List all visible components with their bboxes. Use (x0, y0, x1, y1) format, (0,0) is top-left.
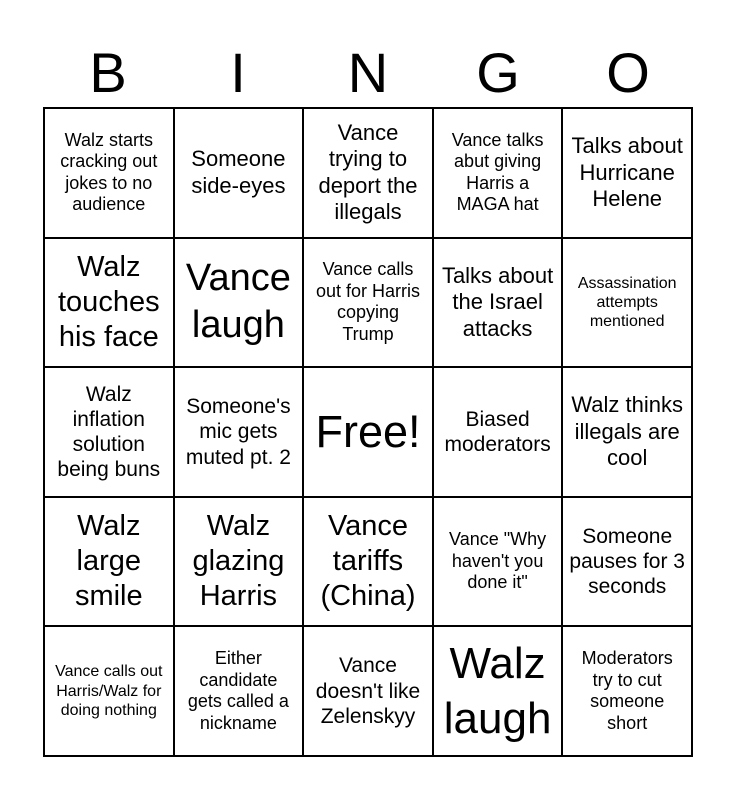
bingo-cell-free[interactable] (303, 367, 433, 497)
bingo-cell-7[interactable] (174, 238, 304, 368)
cell-text: Someone pauses for 3 seconds (569, 524, 685, 599)
bingo-cell-10[interactable] (562, 238, 692, 368)
cell-text: Walz large smile (74, 510, 143, 612)
cell-text: Vance calls out Harris/Walz for doing nothing (55, 663, 163, 719)
bingo-cell-12[interactable] (174, 367, 304, 497)
bingo-header (43, 40, 693, 106)
cell-text: Someone's mic gets muted pt. 2 (185, 395, 291, 469)
cell-text: Walz starts cracking out jokes to no audience (60, 129, 158, 215)
bingo-cell-2[interactable] (174, 108, 304, 238)
cell-text: Moderators try to cut someone short (581, 648, 673, 733)
cell-text: Talks about the Israel attacks (441, 262, 554, 341)
cell-text: Walz laugh (443, 639, 552, 744)
header-letter-i: I (230, 41, 246, 104)
cell-text: Free! (315, 405, 421, 457)
bingo-cell-15[interactable] (562, 367, 692, 497)
cell-text: Vance tariffs (China) (320, 510, 416, 612)
cell-text: Either candidate gets called a nickname (187, 648, 289, 733)
bingo-cell-11[interactable] (44, 367, 174, 497)
header-letter-b: B (89, 41, 127, 104)
bingo-cell-20[interactable] (562, 497, 692, 627)
cell-text: Walz touches his face (58, 251, 160, 353)
header-letter-g: G (476, 41, 520, 104)
bingo-cell-9[interactable] (433, 238, 563, 368)
header-letter-n: N (347, 41, 389, 104)
bingo-cell-17[interactable] (174, 497, 304, 627)
cell-text: Walz inflation solution being buns (57, 382, 161, 482)
cell-text: Talks about Hurricane Helene (571, 133, 683, 211)
header-letter-o: O (606, 41, 650, 104)
cell-text: Vance "Why haven't you done it" (449, 529, 547, 593)
bingo-cell-8[interactable] (303, 238, 433, 368)
bingo-cell-25[interactable] (562, 626, 692, 756)
cell-text: Someone side-eyes (191, 146, 286, 198)
bingo-cell-1[interactable] (44, 108, 174, 238)
cell-text: Vance talks abut giving Harris a MAGA hat (451, 129, 544, 215)
bingo-cell-14[interactable] (433, 367, 563, 497)
cell-text: Biased moderators (444, 407, 551, 456)
bingo-cell-19[interactable] (433, 497, 563, 627)
bingo-cell-4[interactable] (433, 108, 563, 238)
bingo-cell-3[interactable] (303, 108, 433, 238)
cell-text: Vance doesn't like Zelenskyy (315, 654, 421, 728)
bingo-cell-24[interactable] (433, 626, 563, 756)
bingo-cell-5[interactable] (562, 108, 692, 238)
bingo-cell-23[interactable] (303, 626, 433, 756)
bingo-cell-18[interactable] (303, 497, 433, 627)
bingo-cell-22[interactable] (174, 626, 304, 756)
bingo-cell-6[interactable] (44, 238, 174, 368)
bingo-cell-16[interactable] (44, 497, 174, 627)
cell-text: Walz glazing Harris (192, 510, 285, 612)
cell-text: Walz thinks illegals are cool (571, 392, 684, 471)
bingo-grid (43, 107, 693, 757)
bingo-cell-21[interactable] (44, 626, 174, 756)
cell-text: Vance trying to deport the illegals (318, 120, 418, 225)
cell-text: Vance laugh (185, 256, 291, 347)
cell-text: Vance calls out for Harris copying Trump (315, 259, 420, 344)
cell-text: Assassination attempts mentioned (577, 274, 677, 330)
